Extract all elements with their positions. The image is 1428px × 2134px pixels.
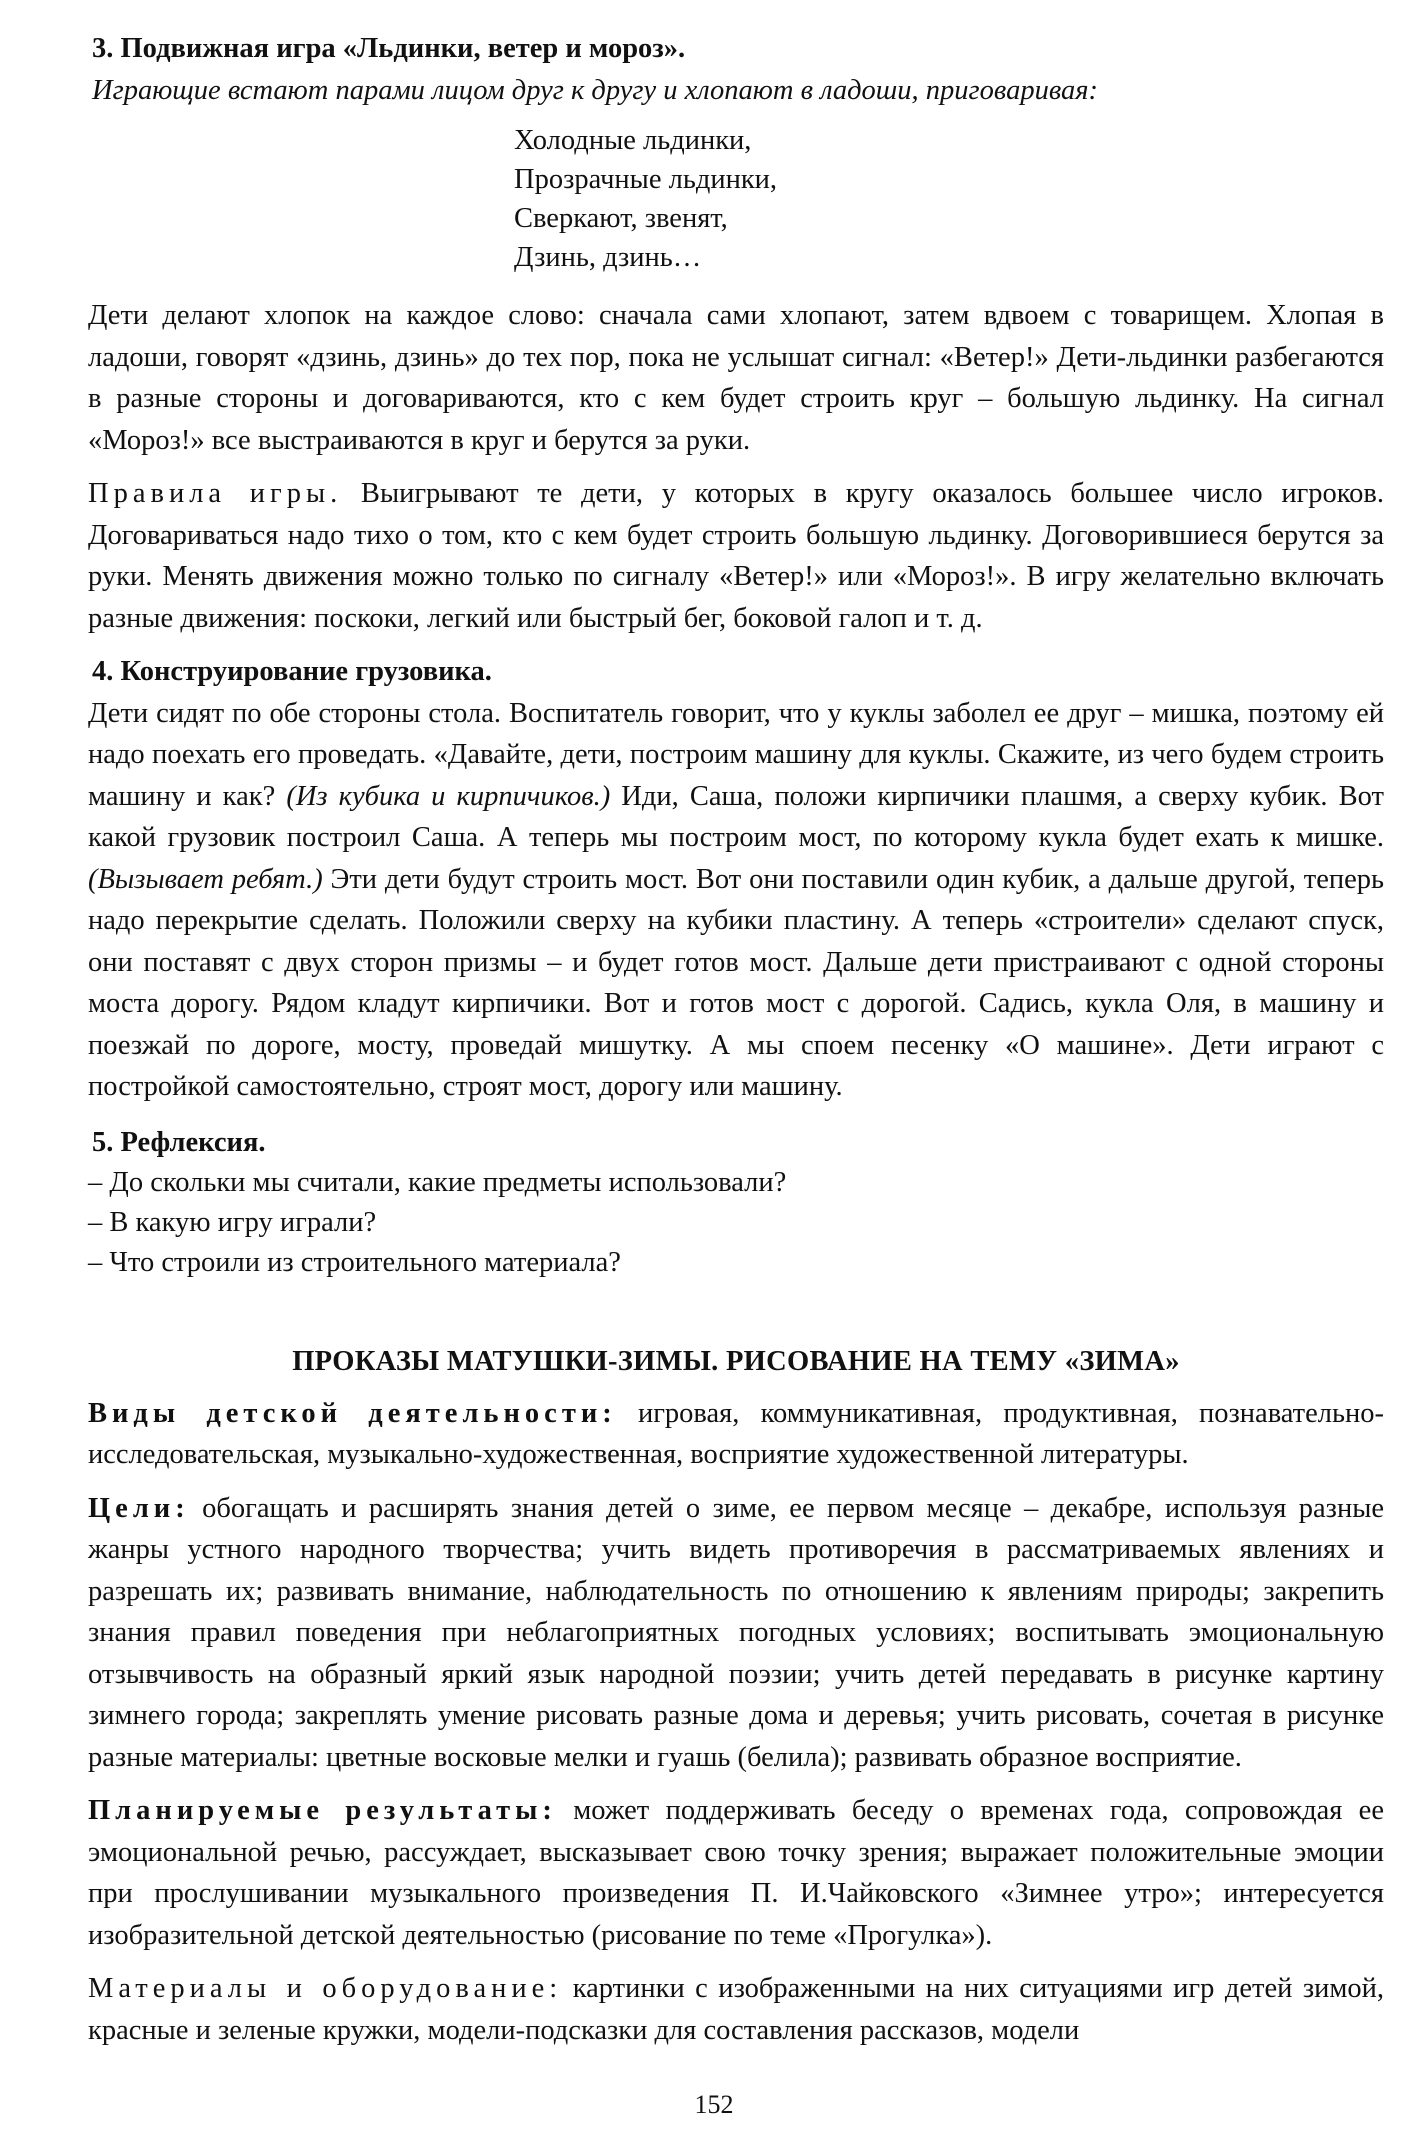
materials-text: картинки с изображенными на них ситуациями игр детей зимой, красные и зеленые кружки, модели-подсказки для составления рассказов, модели [88, 1973, 1385, 2046]
rules-text: Выигрывают те дети, у которых в кругу оказалось большее число игроков. Договариваться надо тихо о том, кто с кем будет строить большую льдинку. Договорившиеся берутся за руки. Менять движения можно только по сигналу «Ветер!» или «Мороз!». В игру желательно включать разные движения: поскоки, легкий или быстрый бег, боковой галоп и т. д. [88, 478, 1384, 634]
goals-text: обогащать и расширять знания детей о зиме, ее первом месяце – декабре, используя разные жанры устного народного творчества; учить видеть противоречия в рассматриваемых явлениях и разрешать их; развивать внимание, наблюдательность по отношению к явлениям природы; закрепить знания правил поведения при неблагоприятных погодных условиях; воспитывать эмоциональную отзывчивость на образный яркий язык народной поэзии; учить детей передавать в рисунке картину зимнего города; закреплять умение рисовать разные дома и деревья; учить рисовать, сочетая в рисунке разные материалы: цветные восковые мелки и гуашь (белила); развивать образное восприятие. [88, 1492, 1384, 1773]
truck-remark: (Из кубика и кирпичиков.) [286, 780, 611, 812]
lesson-materials [88, 1968, 1384, 2051]
truck-title: 4. Конструирование грузовика. [92, 656, 492, 687]
game-rules [88, 473, 1384, 639]
materials-label: Материалы и оборудование: [88, 1973, 563, 2004]
truck-remark: (Вызывает ребят.) [88, 863, 323, 895]
reflection-question: – До скольки мы считали, какие предметы использовали? [88, 1167, 787, 1198]
lesson-goals [88, 1488, 1384, 1779]
poem [514, 121, 1384, 277]
truck-text-part: Иди, Саша, положи кирпичики плашмя, а сверху кубик. Вот какой грузовик построил Саша. А теперь мы построим мост, по которому кукла будет ехать к мишке. [88, 780, 1384, 853]
game-title: 3. Подвижная игра «Льдинки, ветер и мороз». [92, 33, 686, 64]
page-number: 152 [694, 2090, 734, 2119]
poem-line: Холодные льдинки, [514, 125, 752, 156]
lesson-title: ПРОКАЗЫ МАТУШКИ-ЗИМЫ. РИСОВАНИЕ НА ТЕМУ «ЗИМА» [292, 1346, 1180, 1377]
rules-label: Правила игры. [88, 478, 343, 509]
poem-line: Дзинь, дзинь… [514, 242, 702, 273]
reflection-question: – Что строили из строительного материала? [88, 1247, 621, 1278]
types-text: игровая, коммуникативная, продуктивная, познавательно-исследовательская, музыкально-художественная, восприятие художественной литературы. [88, 1397, 1385, 1470]
goals-label: Цели: [88, 1492, 190, 1524]
reflection-question: – В какую игру играли? [88, 1207, 377, 1238]
poem-line: Прозрачные льдинки, [514, 164, 778, 195]
truck-text-part: Дети сидят по обе стороны стола. Воспитатель говорит, что у куклы заболел ее друг – мишка, поэтому ей надо поехать его проведать. «Давайте, дети, построим машину для куклы. Скажите, из чего будем строить машину и как? [88, 697, 1384, 812]
reflection-title: 5. Рефлексия. [92, 1126, 266, 1158]
truck-text [88, 693, 1384, 1108]
poem-line: Сверкают, звенят, [514, 203, 728, 234]
types-label: Виды детской деятельности: [88, 1397, 617, 1429]
lesson-results [88, 1790, 1384, 1956]
results-text: может поддерживать беседу о временах года, сопровождая ее эмоциональной речью, рассуждает, высказывает свою точку зрения; выражает положительные эмоции при прослушивании музыкального произведения П. И.Чайковского «Зимнее утро»; интересуется изобразительной детской деятельностью (рисование по теме «Прогулка»). [88, 1795, 1384, 1951]
lesson-types [88, 1393, 1384, 1476]
game-description: Дети делают хлопок на каждое слово: сначала сами хлопают, затем вдвоем с товарищем. Хлопая в ладоши, говорят «дзинь, дзинь» до тех пор, пока не услышат сигнал: «Ветер!» Дети-льдинки разбегаются в разные стороны и договариваются, кто с кем будет строить круг – большую льдинку. На сигнал «Мороз!» все выстраиваются в круг и берутся за руки. [88, 300, 1384, 456]
game-intro: Играющие встают парами лицом друг к другу и хлопают в ладоши, приговаривая: [92, 74, 1099, 106]
results-label: Планируемые результаты: [88, 1795, 557, 1826]
truck-text-part: Эти дети будут строить мост. Вот они поставили один кубик, а дальше другой, теперь надо перекрытие сделать. Положили сверху на кубики пластину. А теперь «строители» сделают спуск, они поставят с двух сторон призмы – и будет готов мост. Дальше дети пристраивают с одной стороны моста дорогу. Рядом кладут кирпичики. Вот и готов мост с дорогой. Садись, кукла Оля, в машину и поезжай по дороге, мосту, проведай мишутку. А мы споем песенку «О машине». Дети играют с постройкой самостоятельно, строят мост, дорогу или машину. [88, 863, 1384, 1102]
page-content [88, 28, 1384, 2063]
